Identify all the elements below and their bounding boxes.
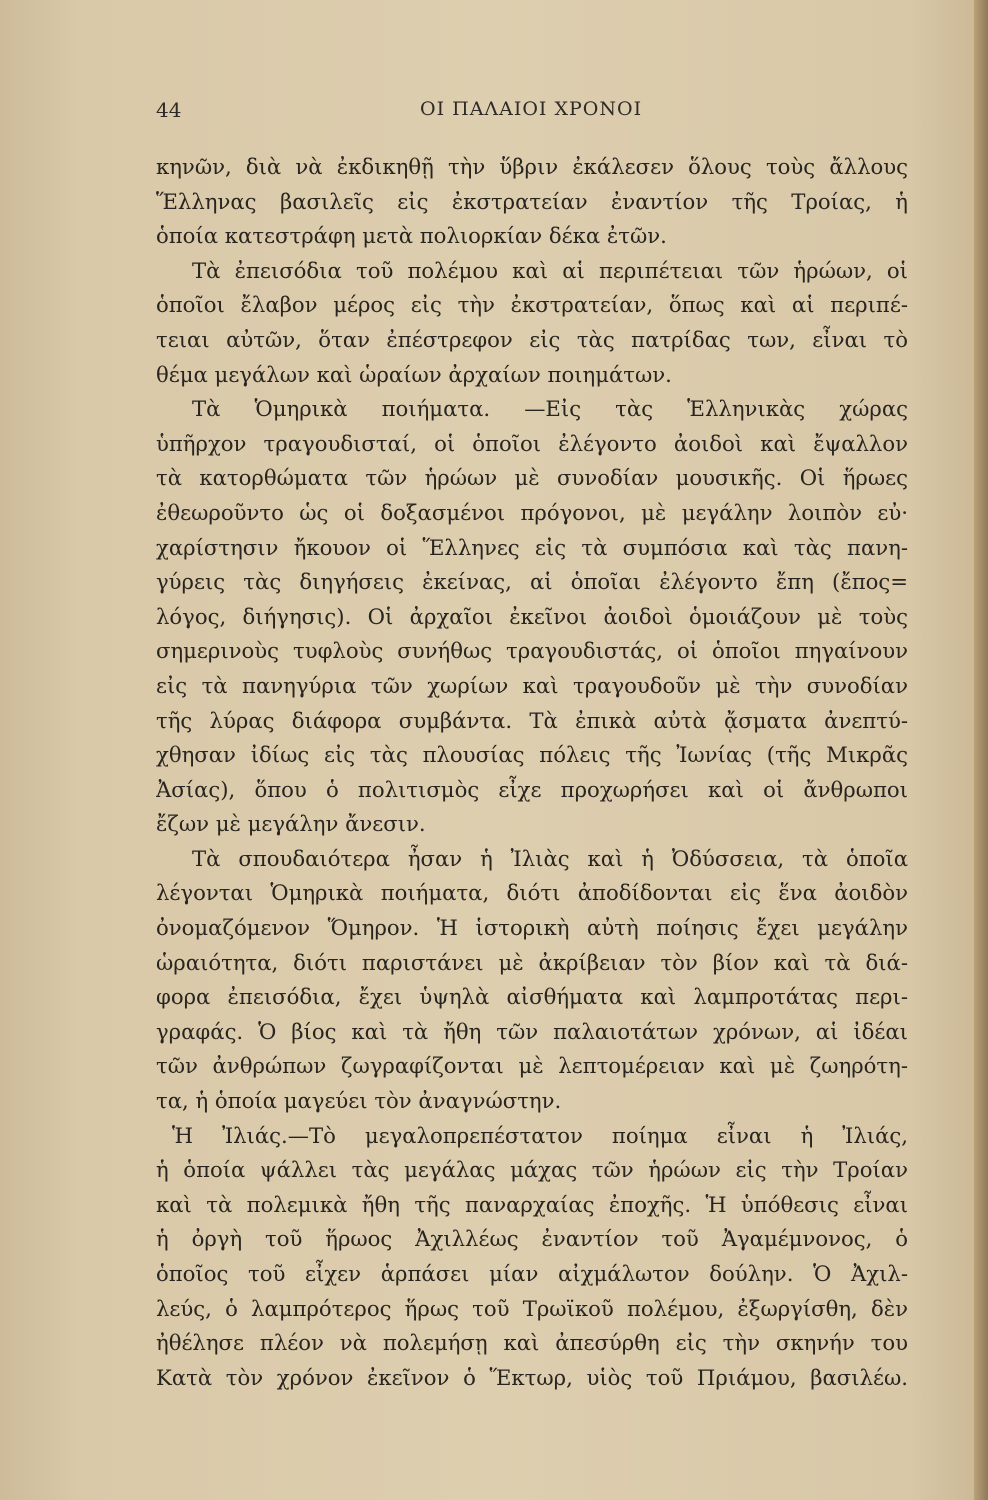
text-line: ὡραιότητα, διότι παριστάνει μὲ ἀκρίβειαν τὸν βίον καὶ τὰ διά- <box>156 949 908 975</box>
text-line: γύρεις τὰς διηγήσεις ἐκείνας, αἱ ὁποῖαι ἐλέγοντο ἔπη (ἔπος= <box>156 569 908 595</box>
text-line: καὶ τὰ πολεμικὰ ἤθη τῆς παναρχαίας ἐποχῆς. Ἡ ὑπόθεσις εἶναι <box>156 1191 908 1217</box>
text-line: ἔζων μὲ μεγάλην ἄνεσιν. <box>156 811 426 837</box>
text-line: σημερινοὺς τυφλοὺς συνήθως τραγουδιστάς, οἱ ὁποῖοι πηγαίνουν <box>156 638 908 664</box>
text-line: τῆς λύρας διάφορα συμβάντα. Τὰ ἐπικὰ αὐτὰ ᾄσματα ἀνεπτύ- <box>156 707 908 733</box>
text-line: τὰ κατορθώματα τῶν ἡρώων μὲ συνοδίαν μουσικῆς. Οἱ ἥρωες <box>156 465 908 491</box>
text-line: ὁποῖος τοῦ εἶχεν ἁρπάσει μίαν αἰχμάλωτον δούλην. Ὁ Ἀχιλ- <box>156 1261 908 1286</box>
text-line: λέγονται Ὁμηρικὰ ποιήματα, διότι ἀποδίδονται εἰς ἕνα ἀοιδὸν <box>156 880 908 906</box>
page-edge <box>974 0 988 1500</box>
page-number: 44 <box>156 98 182 122</box>
text-line: εἰς τὰ πανηγύρια τῶν χωρίων καὶ τραγουδοῦν μὲ τὴν συνοδίαν <box>156 672 908 698</box>
text-line: ἐθεωροῦντο ὡς οἱ δοξασμένοι πρόγονοι, μὲ μεγάλην λοιπὸν εὐ· <box>156 499 908 525</box>
text-line: τα, ἡ ὁποία μαγεύει τὸν ἀναγνώστην. <box>156 1088 562 1114</box>
text-line: ὁποία κατεστράφη μετὰ πολιορκίαν δέκα ἐτῶν. <box>156 223 667 249</box>
text-line: τειαι αὐτῶν, ὅταν ἐπέστρεφον εἰς τὰς πατρίδας των, εἶναι τὸ <box>156 326 908 352</box>
text-line: Κατὰ τὸν χρόνον ἐκεῖνον ὁ Ἕκτωρ, υἱὸς τοῦ Πριάμου, βασιλέω. <box>156 1364 908 1390</box>
text-line: ὑπῆρχον τραγουδισταί, οἱ ὁποῖοι ἐλέγοντο ἀοιδοὶ καὶ ἔψαλλον <box>156 430 908 456</box>
text-line: Ἀσίας), ὅπου ὁ πολιτισμὸς εἶχε προχωρήσει καὶ οἱ ἄνθρωποι <box>156 776 908 802</box>
text-line: ἡ ὀργὴ τοῦ ἥρωος Ἀχιλλέως ἐναντίον τοῦ Ἀγαμέμνονος, ὁ <box>156 1226 908 1252</box>
text-line: ἠθέλησε πλέον νὰ πολεμήσῃ καὶ ἀπεσύρθη εἰς τὴν σκηνήν του <box>156 1330 908 1356</box>
text-line: φορα ἐπεισόδια, ἔχει ὑψηλὰ αἰσθήματα καὶ λαμπροτάτας περι- <box>156 984 908 1010</box>
text-line: θέμα μεγάλων καὶ ὡραίων ἀρχαίων ποιημάτων. <box>156 361 672 387</box>
text-line: τῶν ἀνθρώπων ζωγραφίζονται μὲ λεπτομέρειαν καὶ μὲ ζωηρότη- <box>156 1053 908 1079</box>
text-line: Τὰ σπουδαιότερα ἦσαν ἡ Ἰλιὰς καὶ ἡ Ὀδύσσεια, τὰ ὁποῖα <box>192 845 908 871</box>
text-line: ὁποῖοι ἔλαβον μέρος εἰς τὴν ἐκστρατείαν, ὅπως καὶ αἱ περιπέ- <box>156 292 908 318</box>
text-line: Τὰ ἐπεισόδια τοῦ πολέμου καὶ αἱ περιπέτειαι τῶν ἡρώων, οἱ <box>192 257 908 283</box>
text-body <box>156 150 908 1395</box>
page-header <box>156 98 908 132</box>
running-title: ΟΙ ΠΑΛΑΙΟΙ ΧΡΟΝΟΙ <box>420 98 643 120</box>
text-line: κηνῶν, διὰ νὰ ἐκδικηθῇ τὴν ὕβριν ἐκάλεσεν ὅλους τοὺς ἄλλους <box>156 154 908 179</box>
section-heading-line: Ἡ Ἰλιάς.—Τὸ μεγαλοπρεπέστατον ποίημα εἶναι ἡ Ἰλιάς, <box>172 1122 908 1148</box>
text-line: Ἕλληνας βασιλεῖς εἰς ἐκστρατείαν ἐναντίον τῆς Τροίας, ἡ <box>156 188 908 214</box>
text-line: χαρίστησιν ἤκουον οἱ Ἕλληνες εἰς τὰ συμπόσια καὶ τὰς πανη- <box>156 534 908 560</box>
text-line: λόγος, διήγησις). Οἱ ἀρχαῖοι ἐκεῖνοι ἀοιδοὶ ὁμοιάζουν μὲ τοὺς <box>156 603 908 629</box>
text-line: χθησαν ἰδίως εἰς τὰς πλουσίας πόλεις τῆς Ἰωνίας (τῆς Μικρᾶς <box>156 742 908 768</box>
text-line: ὀνομαζόμενον Ὅμηρον. Ἡ ἱστορικὴ αὐτὴ ποίησις ἔχει μεγάλην <box>156 915 908 941</box>
text-line: γραφάς. Ὁ βίος καὶ τὰ ἤθη τῶν παλαιοτάτων χρόνων, αἱ ἰδέαι <box>156 1018 908 1044</box>
section-heading-line: Τὰ Ὁμηρικὰ ποιήματα. —Εἰς τὰς Ἑλληνικὰς χώρας <box>192 396 908 422</box>
text-line: ἡ ὁποία ψάλλει τὰς μεγάλας μάχας τῶν ἡρώων εἰς τὴν Τροίαν <box>156 1157 908 1183</box>
text-line: λεύς, ὁ λαμπρότερος ἥρως τοῦ Τρωϊκοῦ πολέμου, ἐξωργίσθη, δὲν <box>156 1295 908 1321</box>
